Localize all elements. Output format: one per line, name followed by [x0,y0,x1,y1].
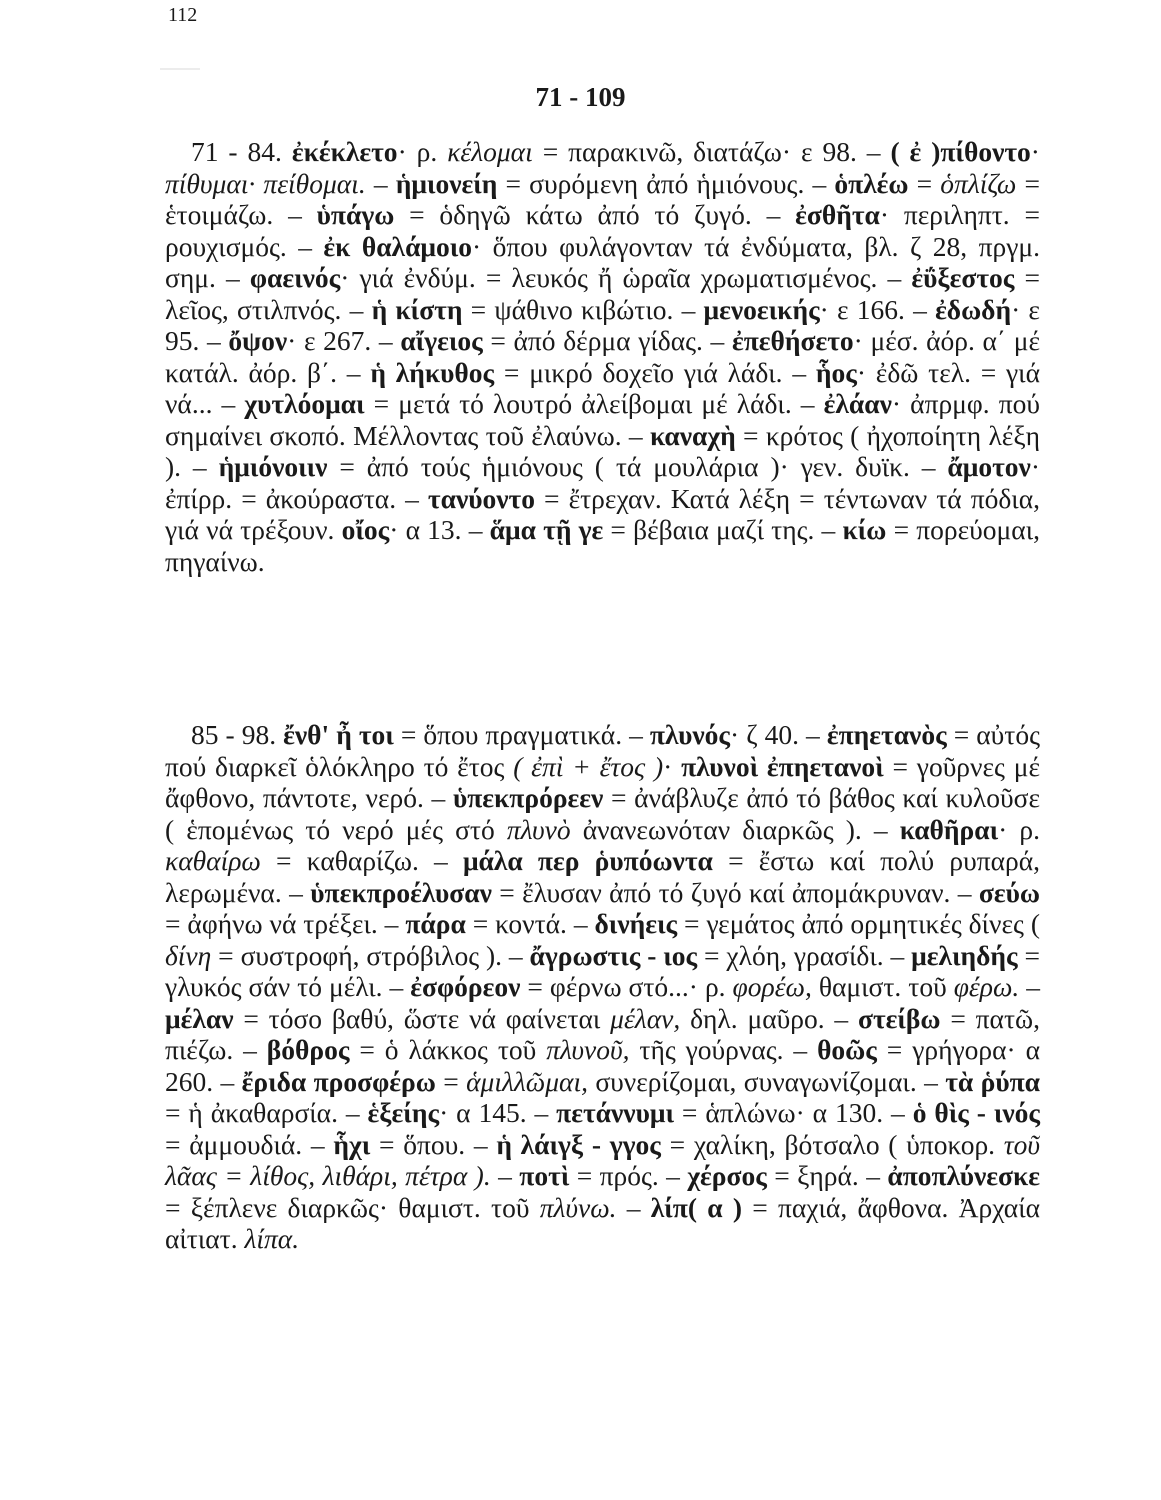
headword: πλυνοὶ ἐπηετανοὶ [681,750,884,782]
italic-term: πλύνω. [539,1191,617,1223]
gloss-text: · ὅπου φυλάγονταν τά ἐνδύματα, βλ. ζ 28, πργμ. σημ. – [165,230,1040,293]
headword: δινήεις [594,908,678,939]
headword: ἐΰξεστος [911,262,1015,293]
gloss-text: = ἑτοιμάζω. – [165,167,1040,230]
bleed-through-texture [160,30,1101,90]
gloss-text: · ἀπρμφ. πού σημαίνει σκοπό. Μέλλοντας τοῦ ἐλαύνω. – [165,388,1041,451]
gloss-text: · γιά ἐνδύμ. = λευκός ἤ ὡραῖα χρωματισμένος. – [340,262,912,293]
headword: ἐκέκλετο [291,136,398,167]
gloss-text: τῆς γούρνας. – [629,1034,818,1065]
gloss-text: = ἔτρεχαν. Κατά λέξη = τέντωναν τά πόδια, γιά νά τρέξουν. [165,482,1040,545]
gloss-text: = ἀπό δέρμα γίδας. – [482,325,732,356]
headword: καναχὴ [649,419,736,451]
headword: πλυνός [649,719,731,750]
headword: πετάννυμι [556,1097,674,1128]
gloss-text: · ρ. [998,813,1040,845]
gloss-text: = παχιά, ἄφθονα. Ἀρχαία αἰτιατ. [165,1191,1041,1254]
gloss-text: 71 - 84. [191,136,292,167]
gloss-text: = ξέπλενε διαρκῶς· θαμιστ. τοῦ [165,1191,540,1223]
italic-term: μέλαν, [610,1002,681,1034]
headword: ἀποπλύνεσκε [887,1160,1041,1191]
gloss-text: = ψάθινο κιβώτιο. – [462,293,704,325]
gloss-text: = ὁ λάκκος τοῦ [349,1034,547,1065]
headword: τανύοντο [427,482,535,514]
gloss-text: = φέρνω στό...· ρ. [520,971,733,1002]
italic-term: ὁπλίζω [940,167,1017,199]
italic-term: λίπα. [244,1223,300,1254]
headword: μελιηδής [911,939,1018,971]
italic-term: φέρω. [953,971,1020,1002]
headword: ὁπλέω [834,167,909,199]
gloss-text: · [1030,136,1040,167]
italic-term: καθαίρω [165,845,261,876]
headword: ἡμιόνοιιν [218,451,328,482]
gloss-text: = πατῶ, πιέζω. – [165,1002,1040,1065]
gloss-text: – [1019,971,1041,1002]
gloss-text: · ε 267. – [287,325,401,356]
gloss-text: = χαλίκη, βότσαλο ( ὑποκορ. [660,1128,1004,1160]
headword: ἡ λάιγξ - γγος [496,1128,661,1160]
headword: ἄμοτον [947,451,1031,482]
gloss-text: · μέσ. ἀόρ. α΄ μέ κατάλ. ἀόρ. β΄. – [165,325,1040,388]
headword: αἴγειος [400,325,483,356]
headword: ἔριδα προσφέρω [241,1065,436,1097]
gloss-text: = [435,1065,467,1097]
italic-term: πλυνοῦ, [546,1034,630,1065]
gloss-text: = ἀπό τούς ἡμιόνους ( τά μουλάρια )· γεν. δυϊκ. – [327,451,948,482]
headword: ἐσθῆτα [795,199,880,230]
gloss-text: = συρόμενη ἀπό ἡμιόνους. – [497,167,835,199]
italic-term: πλυνὸ [506,813,571,845]
gloss-text: = πορεύομαι, πηγαίνω. [165,514,1040,577]
headword: χυτλόομαι [244,388,365,419]
gloss-text: = γρήγορα· α 260. – [165,1034,1040,1097]
headword: ἑξείης [367,1097,440,1128]
gloss-text: δηλ. μαῦρο. – [680,1002,858,1034]
gloss-text: = ἔστω καί πολύ ρυπαρά, λερωμένα. – [165,845,1040,908]
gloss-text: · ρ. [397,136,448,167]
headword: βόθρος [266,1034,350,1065]
italic-term: τοῦ λᾶας = λίθος, λιθάρι, πέτρα ). [165,1128,1041,1191]
gloss-text: ἀνανεωνόταν διαρκῶς ). – [570,813,900,845]
gloss-text: θαμιστ. τοῦ [811,971,954,1002]
italic-term: κέλομαι [447,136,533,167]
headword: φαεινός [249,262,341,293]
headword: ὁ θὶς - ινός [912,1097,1040,1128]
gloss-text: – [490,1160,520,1191]
headword: σεύω [978,876,1041,908]
headword: ἐπεθήσετο [731,325,854,356]
headword: οἴος [341,514,390,545]
headword: ἐλάαν [823,388,892,419]
headword: μάλα περ ῥυπόωντα [462,845,713,876]
gloss-text: = γλυκός σάν τό μέλι. – [165,939,1041,1002]
headword: ἐσφόρεον [410,971,521,1002]
gloss-text: = πρός. – [569,1160,688,1191]
headword: ἡ κίστη [371,293,463,325]
gloss-text: = ξηρά. – [766,1160,888,1191]
headword: ἧος [815,356,857,388]
gloss-text: = ἀνάβλυζε ἀπό τό βάθος καί κυλοῦσε ( ἑπομένως τό νερό μές στό [165,782,1041,845]
italic-term: ἁμιλλῶμαι, [466,1065,588,1097]
gloss-text: = κρότος ( ἠχοποίητη λέξη ). – [165,419,1040,482]
headword: ἡμιονείη [395,167,498,199]
headword: ἅμα τῇ γε [489,514,604,545]
gloss-paragraph-85-98 [165,719,1040,1255]
headword: ὑπεκπροέλυσαν [310,876,492,908]
headword: ὑπάγω [316,199,395,230]
headword: ὄψον [228,325,288,356]
gloss-text: = μετά τό λουτρό ἀλείβομαι μέ λάδι. – [364,388,824,419]
gloss-paragraph-71-84 [165,136,1040,577]
gloss-text: · α 145. – [439,1097,557,1128]
headword: στείβω [857,1002,941,1034]
headword: ( ἐ )πίθοντο [890,136,1031,167]
gloss-text: = μικρό δοχεῖο γιά λάδι. – [494,356,816,388]
gloss-text: = παρακινῶ, διατάζω· ε 98. – [532,136,891,167]
headword: κίω [842,514,887,545]
gloss-text: · ε 166. – [819,293,936,325]
gloss-text: = συστροφή, στρόβιλος ). – [211,939,530,971]
headword: θοῶς [817,1034,877,1065]
gloss-text: = γοῦρνες μέ ἄφθονο, πάντοτε, νερό. – [165,750,1040,813]
headword: πάρα [405,908,466,939]
gloss-text: = γεμάτος ἀπό ορμητικές δίνες ( [677,908,1040,939]
gloss-text: · α 13. – [389,514,490,545]
italic-term: ( ἐπὶ + ἔτος ) [513,750,664,782]
gloss-text: = αὐτός πού διαρκεῖ ὁλόκληρο τό ἔτος [165,719,1040,782]
gloss-text: = κοντά. – [465,908,595,939]
headword: ἐδωδή [935,293,1012,325]
gloss-text: = ὅπου. – [370,1128,497,1160]
headword: καθῆραι [899,813,999,845]
gloss-text: · περιληπτ. = ρουχισμός. – [165,199,1040,262]
gloss-text: = [908,167,941,199]
gloss-text: – [365,167,396,199]
gloss-text: = ὅπου πραγματικά. – [393,719,650,750]
headword: χέρσος [687,1160,767,1191]
gloss-text: = ὁδηγῶ κάτω ἀπό τό ζυγό. – [394,199,796,230]
headword: ποτὶ [519,1160,570,1191]
gloss-text: · ἐπίρρ. = ἀκούραστα. – [165,451,1040,514]
gloss-text: = καθαρίζω. – [260,845,463,876]
gloss-text: · ε 95. – [165,293,1040,356]
gloss-text: συνερίζομαι, συναγωνίζομαι. – [587,1065,946,1097]
headword: ἐπηετανὸς [826,719,947,750]
gloss-text: = ἀμμουδιά. – [165,1128,334,1160]
gloss-text: = ἀφήνω νά τρέξει. – [165,908,406,939]
gloss-text: – [616,1191,651,1223]
headword: ἡ λήκυθος [370,356,495,388]
italic-term: δίνη [165,939,212,971]
headword: τὰ ῥύπα [945,1065,1041,1097]
gloss-text: = ἁπλώνω· α 130. – [673,1097,913,1128]
gloss-text: = βέβαια μαζί της. – [603,514,843,545]
gloss-text: · ζ 40. – [730,719,827,750]
page-number: 112 [168,4,198,26]
italic-term: πίθυμαι· πείθομαι. [165,167,366,199]
headword: μέλαν [165,1002,234,1034]
headword: ὑπεκπρόρεεν [452,782,604,813]
gloss-text: = ἡ ἀκαθαρσία. – [165,1097,368,1128]
gloss-text: = λεῖος, στιλπνός. – [165,262,1040,325]
italic-term: φορέω, [732,971,812,1002]
gloss-text: · [663,750,682,782]
gloss-text: = χλόη, γρασίδι. – [697,939,912,971]
headword: μενοεικής [703,293,820,325]
gloss-text: = ἔλυσαν ἀπό τό ζυγό καί ἀπομάκρυναν. – [491,876,979,908]
gloss-text: · ἐδῶ τελ. = γιά νά... – [165,356,1040,419]
gloss-text: = τόσο βαθύ, ὥστε νά φαίνεται [233,1002,611,1034]
headword: ἄγρωστις - ιος [529,939,698,971]
headword: ἧχι [333,1128,371,1160]
gloss-text: 85 - 98. [191,719,284,750]
headword: ἐκ θαλάμοιο [323,230,473,262]
section-title: 71 - 109 [535,82,626,112]
headword: λίπ( α ) [650,1191,743,1223]
headword: ἔνθ' ἦ τοι [283,719,394,750]
